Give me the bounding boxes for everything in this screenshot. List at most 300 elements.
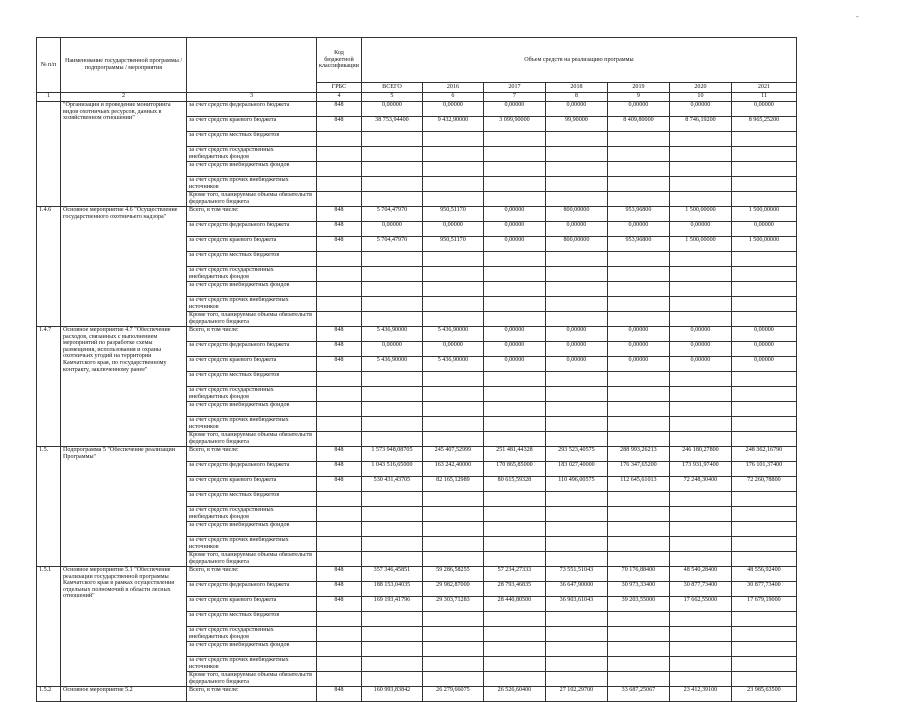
funding-source: за счет средств внебюджетных фондов — [187, 642, 317, 657]
amount-cell: 1 500,00000 — [731, 237, 796, 252]
funding-source: Кроме того, планируемые объемы обязательств федерального бюджета — [187, 312, 317, 327]
funding-source: за счет средств федерального бюджета — [187, 102, 317, 117]
scan-mark: - — [856, 12, 859, 21]
amount-cell — [669, 252, 731, 267]
amount-cell: 48 556,92400 — [731, 567, 796, 582]
col-header-year: 2016 — [422, 83, 483, 93]
amount-cell: 1 500,00000 — [731, 207, 796, 222]
amount-cell: 9 432,90000 — [422, 117, 483, 132]
amount-cell — [361, 417, 422, 432]
funding-source: Всего, в том числе: — [187, 327, 317, 342]
grbs-code — [317, 657, 362, 672]
amount-cell: 30 877,73400 — [669, 582, 731, 597]
amount-cell — [607, 177, 669, 192]
amount-cell — [731, 297, 796, 312]
amount-cell — [545, 402, 607, 417]
grbs-code — [317, 387, 362, 402]
amount-cell — [669, 132, 731, 147]
funding-source: за счет средств государственных внебюджетных фондов — [187, 507, 317, 522]
amount-cell — [422, 147, 483, 162]
amount-cell: 70 176,88400 — [607, 567, 669, 582]
funding-source: за счет средств краевого бюджета — [187, 477, 317, 492]
amount-cell — [361, 192, 422, 207]
amount-cell — [607, 132, 669, 147]
amount-cell — [731, 177, 796, 192]
amount-cell: 0,00000 — [731, 342, 796, 357]
amount-cell — [422, 297, 483, 312]
amount-cell: 0,00000 — [545, 342, 607, 357]
grbs-code — [317, 282, 362, 297]
funding-source: за счет средств местных бюджетов — [187, 612, 317, 627]
amount-cell — [545, 372, 607, 387]
amount-cell — [607, 372, 669, 387]
amount-cell: 80 615,59328 — [483, 477, 545, 492]
funding-source: за счет средств прочих внебюджетных источников — [187, 297, 317, 312]
column-index: 2 — [61, 93, 187, 102]
amount-cell: 29 982,87000 — [422, 582, 483, 597]
amount-cell: 953,96800 — [607, 237, 669, 252]
funding-source: Кроме того, планируемые объемы обязательств федерального бюджета — [187, 432, 317, 447]
amount-cell — [422, 162, 483, 177]
amount-cell: 8 746,19200 — [669, 117, 731, 132]
amount-cell — [483, 612, 545, 627]
column-index: 8 — [545, 93, 607, 102]
amount-cell — [731, 432, 796, 447]
grbs-code — [317, 162, 362, 177]
amount-cell — [669, 552, 731, 567]
amount-cell — [607, 552, 669, 567]
grbs-code: 848 — [317, 567, 362, 582]
amount-cell: 28 440,80500 — [483, 597, 545, 612]
item-number — [37, 102, 61, 207]
item-name: Подпрограмма 5 "Обеспечение реализации Программы" — [61, 447, 187, 567]
amount-cell — [607, 387, 669, 402]
amount-cell — [731, 417, 796, 432]
item-number: 1.5.2 — [37, 687, 61, 702]
amount-cell: 48 540,28400 — [669, 567, 731, 582]
amount-cell — [545, 522, 607, 537]
amount-cell — [422, 627, 483, 642]
amount-cell: 170 865,85000 — [483, 462, 545, 477]
amount-cell: 0,00000 — [483, 357, 545, 372]
amount-cell: 0,00000 — [483, 237, 545, 252]
amount-cell — [483, 432, 545, 447]
grbs-code — [317, 507, 362, 522]
grbs-code: 848 — [317, 342, 362, 357]
amount-cell — [607, 627, 669, 642]
amount-cell — [731, 627, 796, 642]
amount-cell — [731, 147, 796, 162]
amount-cell — [731, 672, 796, 687]
grbs-code: 848 — [317, 582, 362, 597]
amount-cell — [669, 162, 731, 177]
amount-cell — [422, 552, 483, 567]
amount-cell — [669, 312, 731, 327]
funding-source: Всего, в том числе: — [187, 207, 317, 222]
amount-cell: 30 973,33400 — [607, 582, 669, 597]
funding-source: Всего, в том числе: — [187, 447, 317, 462]
amount-cell: 1 500,00000 — [669, 207, 731, 222]
amount-cell: 160 993,83842 — [361, 687, 422, 702]
amount-cell: 5 436,90000 — [361, 357, 422, 372]
funding-source: за счет средств местных бюджетов — [187, 132, 317, 147]
amount-cell: 188 153,04035 — [361, 582, 422, 597]
amount-cell — [545, 177, 607, 192]
grbs-code — [317, 132, 362, 147]
amount-cell — [483, 522, 545, 537]
amount-cell: 530 431,43705 — [361, 477, 422, 492]
amount-cell: 0,00000 — [607, 222, 669, 237]
amount-cell — [669, 387, 731, 402]
amount-cell — [422, 312, 483, 327]
amount-cell — [545, 192, 607, 207]
amount-cell: 0,00000 — [361, 342, 422, 357]
budget-table — [36, 37, 797, 702]
amount-cell — [607, 147, 669, 162]
amount-cell — [483, 642, 545, 657]
grbs-code: 848 — [317, 477, 362, 492]
amount-cell — [607, 432, 669, 447]
amount-cell — [361, 432, 422, 447]
item-number: 1.5.1 — [37, 567, 61, 687]
amount-cell — [545, 552, 607, 567]
col-header-grbs: ГРБС — [317, 83, 362, 93]
amount-cell — [422, 492, 483, 507]
amount-cell — [669, 177, 731, 192]
grbs-code — [317, 612, 362, 627]
amount-cell — [361, 642, 422, 657]
amount-cell: 246 180,27800 — [669, 447, 731, 462]
amount-cell — [422, 372, 483, 387]
amount-cell: 72 260,78800 — [731, 477, 796, 492]
amount-cell — [545, 537, 607, 552]
amount-cell — [607, 612, 669, 627]
amount-cell — [422, 132, 483, 147]
amount-cell: 800,00000 — [545, 237, 607, 252]
amount-cell — [483, 402, 545, 417]
amount-cell — [607, 657, 669, 672]
amount-cell — [545, 417, 607, 432]
grbs-code — [317, 432, 362, 447]
amount-cell — [545, 282, 607, 297]
amount-cell — [607, 252, 669, 267]
amount-cell — [483, 537, 545, 552]
amount-cell: 0,00000 — [422, 222, 483, 237]
amount-cell — [422, 267, 483, 282]
amount-cell: 72 248,30400 — [669, 477, 731, 492]
grbs-code — [317, 372, 362, 387]
amount-cell — [669, 432, 731, 447]
amount-cell — [483, 507, 545, 522]
amount-cell — [607, 297, 669, 312]
grbs-code: 848 — [317, 597, 362, 612]
amount-cell: 0,00000 — [669, 222, 731, 237]
amount-cell: 5 436,90000 — [422, 357, 483, 372]
funding-source: за счет средств прочих внебюджетных источников — [187, 177, 317, 192]
amount-cell: 5 704,47970 — [361, 237, 422, 252]
funding-source: за счет средств местных бюджетов — [187, 372, 317, 387]
grbs-code — [317, 252, 362, 267]
col-header-year: 2020 — [669, 83, 731, 93]
amount-cell — [731, 537, 796, 552]
column-index: 5 — [361, 93, 422, 102]
amount-cell — [422, 192, 483, 207]
column-index: 11 — [731, 93, 796, 102]
budget-table-sheet — [36, 37, 797, 702]
amount-cell — [361, 177, 422, 192]
amount-cell — [361, 627, 422, 642]
funding-source: за счет средств внебюджетных фондов — [187, 282, 317, 297]
amount-cell — [361, 372, 422, 387]
grbs-code — [317, 177, 362, 192]
amount-cell — [361, 507, 422, 522]
amount-cell: 0,00000 — [361, 102, 422, 117]
item-name: "Организация и проведение мониторинга видов охотничьих ресурсов, данных в хозяйственном отношении" — [61, 102, 187, 207]
amount-cell: 1 573 948,08705 — [361, 447, 422, 462]
amount-cell — [669, 642, 731, 657]
amount-cell: 251 481,44328 — [483, 447, 545, 462]
amount-cell: 0,00000 — [545, 357, 607, 372]
funding-source: за счет средств краевого бюджета — [187, 117, 317, 132]
amount-cell: 0,00000 — [607, 357, 669, 372]
amount-cell: 183 027,40000 — [545, 462, 607, 477]
amount-cell — [545, 312, 607, 327]
amount-cell — [731, 387, 796, 402]
amount-cell — [361, 537, 422, 552]
amount-cell — [731, 657, 796, 672]
funding-source: Кроме того, планируемые объемы обязательств федерального бюджета — [187, 192, 317, 207]
amount-cell — [669, 627, 731, 642]
amount-cell — [422, 642, 483, 657]
amount-cell: 30 877,73400 — [731, 582, 796, 597]
amount-cell: 57 234,27333 — [483, 567, 545, 582]
amount-cell — [669, 522, 731, 537]
item-number: 1.4.7 — [37, 327, 61, 447]
table-row — [37, 327, 797, 342]
col-header-num: № п/п — [37, 38, 61, 93]
table-row — [37, 567, 797, 582]
amount-cell: 0,00000 — [731, 327, 796, 342]
amount-cell: 0,00000 — [545, 327, 607, 342]
funding-source: за счет средств краевого бюджета — [187, 237, 317, 252]
amount-cell: 59 286,58255 — [422, 567, 483, 582]
amount-cell — [422, 282, 483, 297]
funding-source: Кроме того, планируемые объемы обязательств федерального бюджета — [187, 552, 317, 567]
amount-cell — [731, 267, 796, 282]
amount-cell: 5 436,90000 — [422, 327, 483, 342]
amount-cell — [731, 192, 796, 207]
funding-source: за счет средств государственных внебюджетных фондов — [187, 627, 317, 642]
amount-cell — [545, 507, 607, 522]
item-number: 1.4.6 — [37, 207, 61, 327]
amount-cell — [422, 657, 483, 672]
amount-cell: 39 203,55000 — [607, 597, 669, 612]
amount-cell — [669, 417, 731, 432]
amount-cell — [361, 387, 422, 402]
amount-cell: 5 704,47970 — [361, 207, 422, 222]
column-index: 7 — [483, 93, 545, 102]
amount-cell — [545, 297, 607, 312]
amount-cell — [422, 177, 483, 192]
amount-cell: 82 165,12989 — [422, 477, 483, 492]
amount-cell — [669, 297, 731, 312]
amount-cell — [545, 387, 607, 402]
grbs-code: 848 — [317, 462, 362, 477]
column-index: 9 — [607, 93, 669, 102]
amount-cell — [483, 387, 545, 402]
amount-cell: 248 362,16790 — [731, 447, 796, 462]
amount-cell: 0,00000 — [607, 327, 669, 342]
amount-cell: 950,51170 — [422, 237, 483, 252]
amount-cell — [483, 417, 545, 432]
amount-cell — [422, 432, 483, 447]
amount-cell — [545, 162, 607, 177]
amount-cell: 950,51170 — [422, 207, 483, 222]
amount-cell — [483, 147, 545, 162]
amount-cell — [607, 282, 669, 297]
amount-cell — [483, 297, 545, 312]
col-header-name: Наименование государственной программы / подпрограммы / мероприятия — [61, 38, 187, 93]
funding-source: за счет средств государственных внебюджетных фондов — [187, 147, 317, 162]
amount-cell — [669, 672, 731, 687]
amount-cell: 1 043 516,65000 — [361, 462, 422, 477]
amount-cell — [669, 192, 731, 207]
amount-cell: 0,00000 — [669, 342, 731, 357]
amount-cell — [361, 282, 422, 297]
column-index: 4 — [317, 93, 362, 102]
amount-cell — [607, 522, 669, 537]
amount-cell: 5 436,90000 — [361, 327, 422, 342]
amount-cell — [422, 507, 483, 522]
amount-cell: 0,00000 — [422, 102, 483, 117]
amount-cell — [483, 252, 545, 267]
amount-cell: 23 412,39100 — [669, 687, 731, 702]
funding-source: за счет средств федерального бюджета — [187, 582, 317, 597]
amount-cell: 0,00000 — [731, 222, 796, 237]
amount-cell: 99,90000 — [545, 117, 607, 132]
grbs-code — [317, 522, 362, 537]
amount-cell — [669, 402, 731, 417]
amount-cell: 33 687,25067 — [607, 687, 669, 702]
column-index: 6 — [422, 93, 483, 102]
amount-cell — [483, 312, 545, 327]
funding-source: за счет средств внебюджетных фондов — [187, 402, 317, 417]
grbs-code — [317, 192, 362, 207]
col-header-year: 2017 — [483, 83, 545, 93]
grbs-code — [317, 267, 362, 282]
funding-source: Всего, в том числе: — [187, 687, 317, 702]
grbs-code — [317, 147, 362, 162]
amount-cell: 0,00000 — [483, 222, 545, 237]
amount-cell: 38 753,94400 — [361, 117, 422, 132]
amount-cell — [607, 672, 669, 687]
amount-cell — [607, 492, 669, 507]
col-header-source — [187, 38, 317, 93]
amount-cell — [731, 282, 796, 297]
grbs-code — [317, 312, 362, 327]
funding-source: за счет средств внебюджетных фондов — [187, 522, 317, 537]
amount-cell: 288 993,26213 — [607, 447, 669, 462]
amount-cell — [669, 267, 731, 282]
amount-cell: 173 931,97400 — [669, 462, 731, 477]
amount-cell: 23 985,63500 — [731, 687, 796, 702]
funding-source: Всего, в том числе: — [187, 567, 317, 582]
amount-cell: 26 279,66075 — [422, 687, 483, 702]
amount-cell: 0,00000 — [669, 327, 731, 342]
amount-cell — [731, 522, 796, 537]
grbs-code: 848 — [317, 447, 362, 462]
grbs-code — [317, 672, 362, 687]
amount-cell — [361, 267, 422, 282]
amount-cell: 953,96800 — [607, 207, 669, 222]
table-row — [37, 687, 797, 702]
amount-cell: 28 793,46835 — [483, 582, 545, 597]
amount-cell — [731, 312, 796, 327]
amount-cell — [607, 192, 669, 207]
amount-cell: 245 407,52999 — [422, 447, 483, 462]
amount-cell: 36 903,61043 — [545, 597, 607, 612]
amount-cell — [422, 522, 483, 537]
amount-cell — [669, 372, 731, 387]
amount-cell — [545, 147, 607, 162]
amount-cell: 176 101,37400 — [731, 462, 796, 477]
funding-source: за счет средств государственных внебюджетных фондов — [187, 267, 317, 282]
amount-cell — [422, 402, 483, 417]
amount-cell — [361, 252, 422, 267]
amount-cell — [669, 537, 731, 552]
amount-cell: 0,00000 — [483, 342, 545, 357]
amount-cell: 8 409,80000 — [607, 117, 669, 132]
amount-cell: 8 965,25200 — [731, 117, 796, 132]
amount-cell — [361, 657, 422, 672]
col-header-year: 2021 — [731, 83, 796, 93]
amount-cell — [669, 282, 731, 297]
amount-cell — [483, 177, 545, 192]
amount-cell — [731, 162, 796, 177]
amount-cell — [545, 612, 607, 627]
amount-cell: 0,00000 — [483, 102, 545, 117]
amount-cell — [361, 162, 422, 177]
amount-cell — [607, 507, 669, 522]
amount-cell — [361, 147, 422, 162]
amount-cell — [483, 657, 545, 672]
amount-cell — [545, 432, 607, 447]
amount-cell — [545, 672, 607, 687]
amount-cell: 0,00000 — [483, 327, 545, 342]
amount-cell — [422, 387, 483, 402]
amount-cell — [361, 312, 422, 327]
amount-cell: 17 662,55000 — [669, 597, 731, 612]
amount-cell — [669, 657, 731, 672]
col-header-kbk: Код бюджетной классификации — [317, 38, 362, 83]
grbs-code: 848 — [317, 687, 362, 702]
amount-cell: 0,00000 — [731, 357, 796, 372]
amount-cell: 0,00000 — [607, 102, 669, 117]
amount-cell — [422, 417, 483, 432]
column-index: 1 — [37, 93, 61, 102]
table-row — [37, 102, 797, 117]
amount-cell — [483, 372, 545, 387]
funding-source: за счет средств краевого бюджета — [187, 597, 317, 612]
col-header-volume: Объем средств на реализацию программы — [361, 38, 796, 83]
funding-source: за счет средств федерального бюджета — [187, 222, 317, 237]
funding-source: за счет средств федерального бюджета — [187, 342, 317, 357]
amount-cell — [731, 507, 796, 522]
grbs-code — [317, 552, 362, 567]
amount-cell: 800,00000 — [545, 207, 607, 222]
amount-cell: 0,00000 — [422, 342, 483, 357]
amount-cell — [483, 552, 545, 567]
